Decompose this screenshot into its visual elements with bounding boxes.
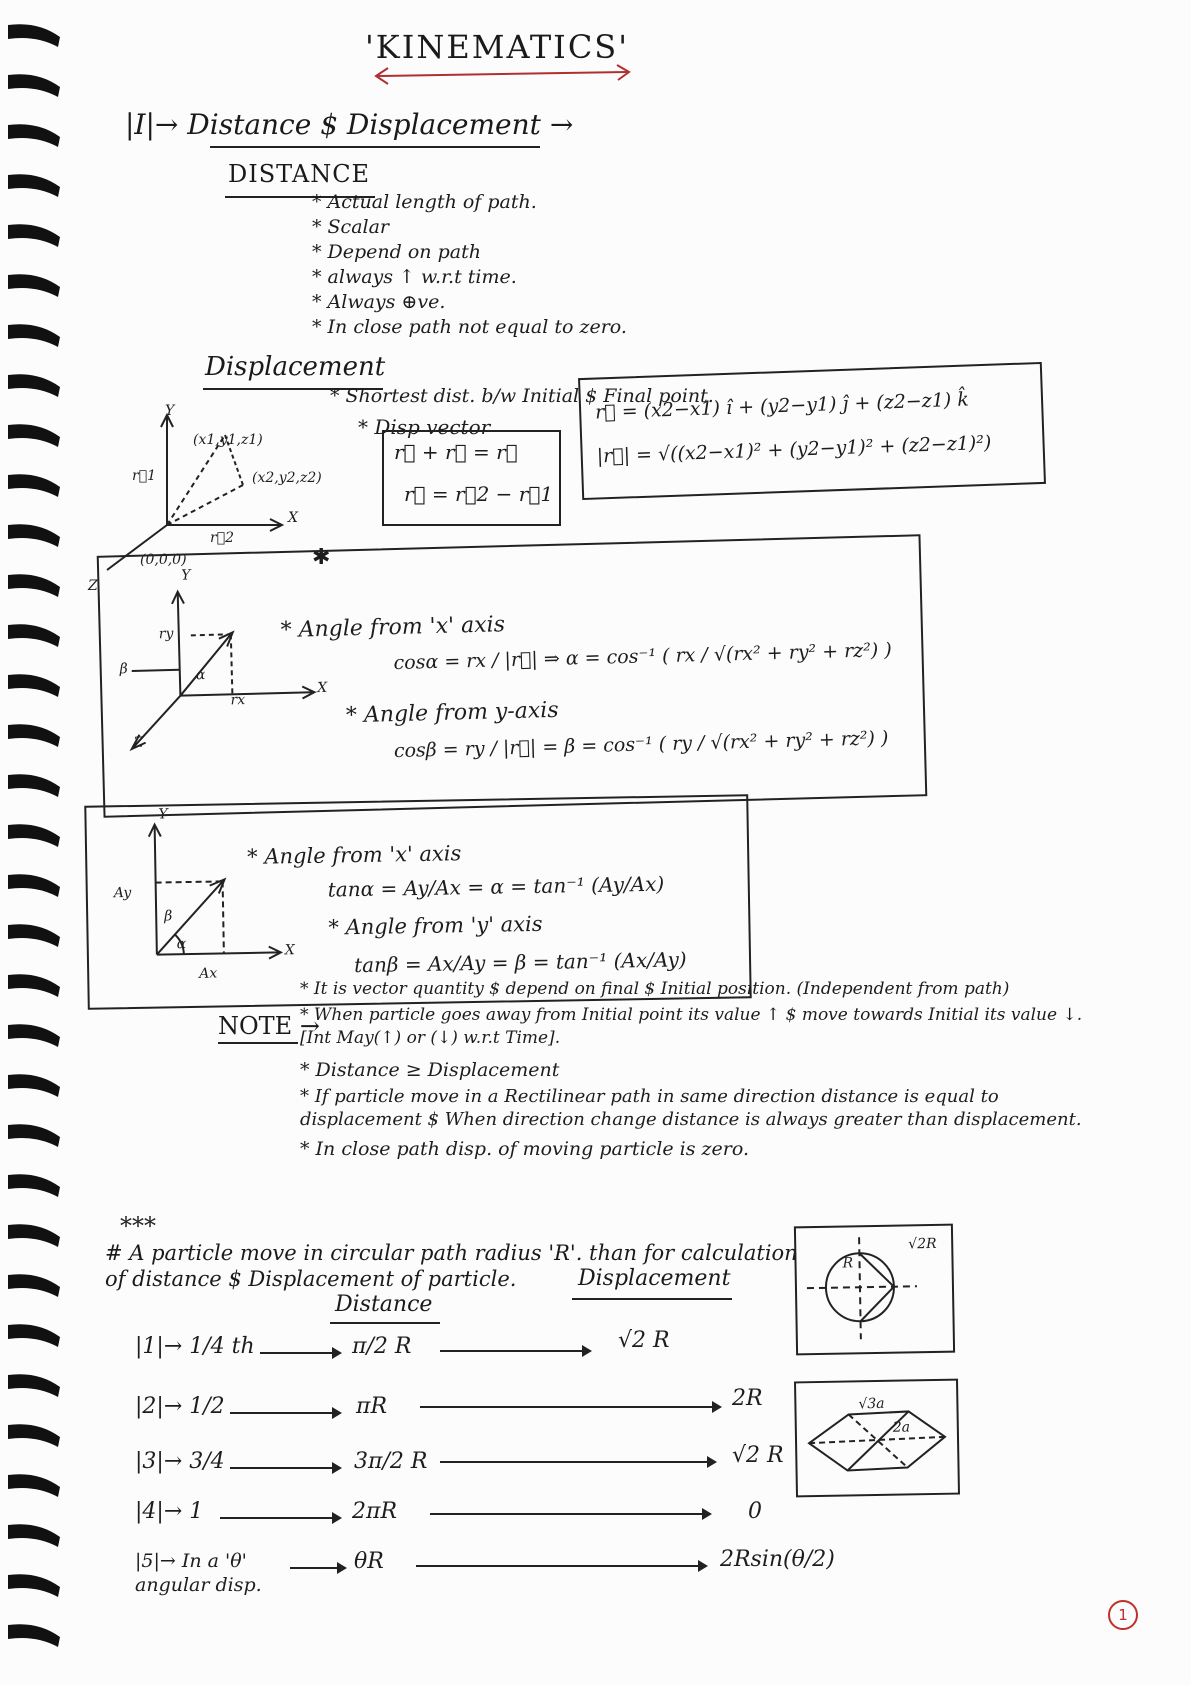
note-label: NOTE → (218, 1012, 320, 1040)
distance-point: * Scalar (312, 216, 390, 238)
distance-cell: π/2 R (352, 1334, 412, 1359)
arrow-icon (420, 1406, 720, 1408)
arrow-icon (416, 1565, 706, 1567)
title-double-arrow (370, 64, 635, 88)
fig-y-label: Y (165, 403, 175, 419)
angle-y-heading: * Angle from y-axis (345, 697, 559, 729)
case-cell: |5|→ In a 'θ' angular disp. (135, 1550, 262, 1596)
fig2d-ax-label: Ax (199, 965, 218, 982)
note-point: * In close path disp. of moving particle is zero. (300, 1138, 749, 1160)
stars-mark: *** (120, 1212, 156, 1240)
arrow-icon (440, 1350, 590, 1352)
col-displacement-underline (572, 1298, 732, 1300)
circle-sqrt2r-label: √2R (908, 1235, 937, 1253)
section-heading: |I|→ Distance $ Displacement → (125, 108, 574, 141)
arrow-icon (260, 1352, 340, 1354)
displacement-cell: 0 (748, 1499, 762, 1524)
note-points (300, 975, 1160, 1164)
displacement-point-vector: * Disp vector (358, 415, 491, 439)
vector-addition-eq: r⃗ + r⃗ = r⃗ (394, 440, 518, 464)
case-cell: |3|→ 3/4 (135, 1449, 225, 1474)
hex-side-label: √3a (858, 1395, 885, 1413)
angle2d-y-heading: * Angle from 'y' axis (328, 911, 543, 940)
section-heading-underline (210, 146, 540, 148)
note-underline (218, 1042, 298, 1044)
col-displacement-label: Displacement (578, 1266, 731, 1291)
hex-diag-label: 2a (892, 1419, 911, 1436)
distance-point: * Actual length of path. (312, 191, 537, 213)
distance-point: * Always ⊕ve. (312, 291, 446, 313)
case-cell: |1|→ 1/4 th (135, 1334, 255, 1359)
circle-figure-box (794, 1224, 955, 1356)
vector-components-eq: r⃗ = (x2−x1) î + (y2−y1) ĵ + (z2−z1) k̂ (594, 388, 970, 424)
note-point: * Distance ≥ Displacement (300, 1059, 560, 1081)
distance-point: * Depend on path (312, 241, 481, 263)
distance-points (312, 190, 627, 340)
distance-cell: 3π/2 R (354, 1449, 428, 1474)
vector-magnitude-eq: |r⃗| = √((x2−x1)² + (y2−y1)² + (z2−z1)²) (596, 431, 992, 468)
fig-p1-label: (x1,y1,z1) (193, 432, 263, 448)
distance-point: * always ↑ w.r.t time. (312, 266, 517, 288)
fig2d-ay-label: Ay (113, 885, 132, 902)
page-number: 1 (1108, 1600, 1138, 1630)
displacement-cell: √2 R (618, 1328, 670, 1353)
fig-z-label: Z (88, 578, 98, 594)
distance-cell: θR (354, 1549, 384, 1574)
table-row (120, 1545, 1000, 1596)
angle-x-heading: * Angle from 'x' axis (280, 612, 506, 644)
distance-point: * In close path not equal to zero. (312, 316, 627, 338)
arrow-icon (220, 1517, 340, 1519)
note-point: * When particle goes away from Initial point its value ↑ $ move towards Initial its value ↓. [Int May(↑) or (↓) w.r.t Time]. (300, 1005, 1083, 1048)
fig2d-beta-label: β (164, 908, 173, 925)
spiral-binding (0, 0, 70, 1685)
hexagon-figure-box (794, 1379, 960, 1498)
hash-mark-icon: ✱ (312, 545, 331, 570)
circle-r-label: R (842, 1255, 854, 1272)
vector-addition-box (382, 430, 561, 526)
note-point: * It is vector quantity $ depend on final $ Initial position. (Independent from path) (300, 979, 1010, 999)
fig3d-beta-label: β (119, 661, 128, 678)
fig3d-x-label: X (317, 679, 328, 697)
distance-heading: DISTANCE (228, 160, 371, 188)
fig3d-y-label: Y (181, 567, 191, 584)
angle-y-eq: cosβ = ry / |r⃗| = β = cos⁻¹ ( ry / √(rx² + ry² + rz²) ) (393, 727, 889, 763)
table-row (120, 1495, 1000, 1539)
fig2d-y-label: Y (158, 806, 168, 823)
displacement-heading: Displacement (205, 352, 386, 382)
col-distance-underline (330, 1322, 440, 1324)
fig3d-z-label: Z (133, 734, 144, 751)
vector-components-box (578, 362, 1046, 500)
arrow-icon (440, 1461, 715, 1463)
distance-cell: πR (356, 1394, 388, 1419)
arrow-icon (290, 1567, 345, 1569)
arrow-icon (430, 1513, 710, 1515)
angle-2d-figure (106, 812, 309, 985)
displacement-point-shortest: * Shortest dist. b/w Initial $ Final point. (330, 385, 714, 407)
displacement-cell: √2 R (732, 1443, 784, 1468)
fig2d-x-label: X (284, 942, 295, 959)
fig-r2-label: r⃗2 (210, 530, 235, 546)
arrow-icon (230, 1467, 340, 1469)
displacement-cell: 2R (732, 1386, 763, 1411)
angle2d-x-heading: * Angle from 'x' axis (246, 841, 462, 869)
page-title: 'KINEMATICS' (365, 28, 630, 66)
fig-x-label: X (288, 510, 298, 526)
col-distance-label: Distance (335, 1292, 433, 1317)
case-cell: |4|→ 1 (135, 1499, 204, 1524)
note-point: * If particle move in a Rectilinear path in same direction distance is equal to displacement $ When direction change distance is always greater than displacement. (300, 1086, 1082, 1130)
vector-difference-eq: r⃗ = r⃗2 − r⃗1 (404, 482, 554, 506)
angle-x-eq: cosα = rx / |r⃗| ⇒ α = cos⁻¹ ( rx / √(rx² + ry² + rz²) ) (393, 639, 892, 675)
case-cell: |2|→ 1/2 (135, 1394, 225, 1419)
angle-3d-box (97, 534, 928, 817)
arrow-icon (230, 1412, 340, 1414)
fig2d-alpha-label: α (176, 936, 187, 953)
fig-r1-label: r⃗1 (132, 468, 157, 484)
displacement-cell: 2Rsin(θ/2) (720, 1547, 835, 1572)
fig3d-rx-label: rx (230, 691, 246, 709)
fig-p2-label: (x2,y2,z2) (252, 470, 322, 486)
fig3d-alpha-label: α (195, 667, 206, 684)
angle2d-x-eq: tanα = Ay/Ax = α = tan⁻¹ (Ay/Ax) (327, 871, 665, 902)
fig3d-ry-label: ry (158, 625, 174, 643)
angle2d-y-eq: tanβ = Ax/Ay = β = tan⁻¹ (Ax/Ay) (353, 947, 687, 978)
distance-cell: 2πR (352, 1499, 398, 1524)
fig-origin-label: (0,0,0) (140, 552, 187, 568)
circular-heading: # A particle move in circular path radius 'R'. than for calculation of distance $ Displacement of particle. (105, 1241, 798, 1291)
